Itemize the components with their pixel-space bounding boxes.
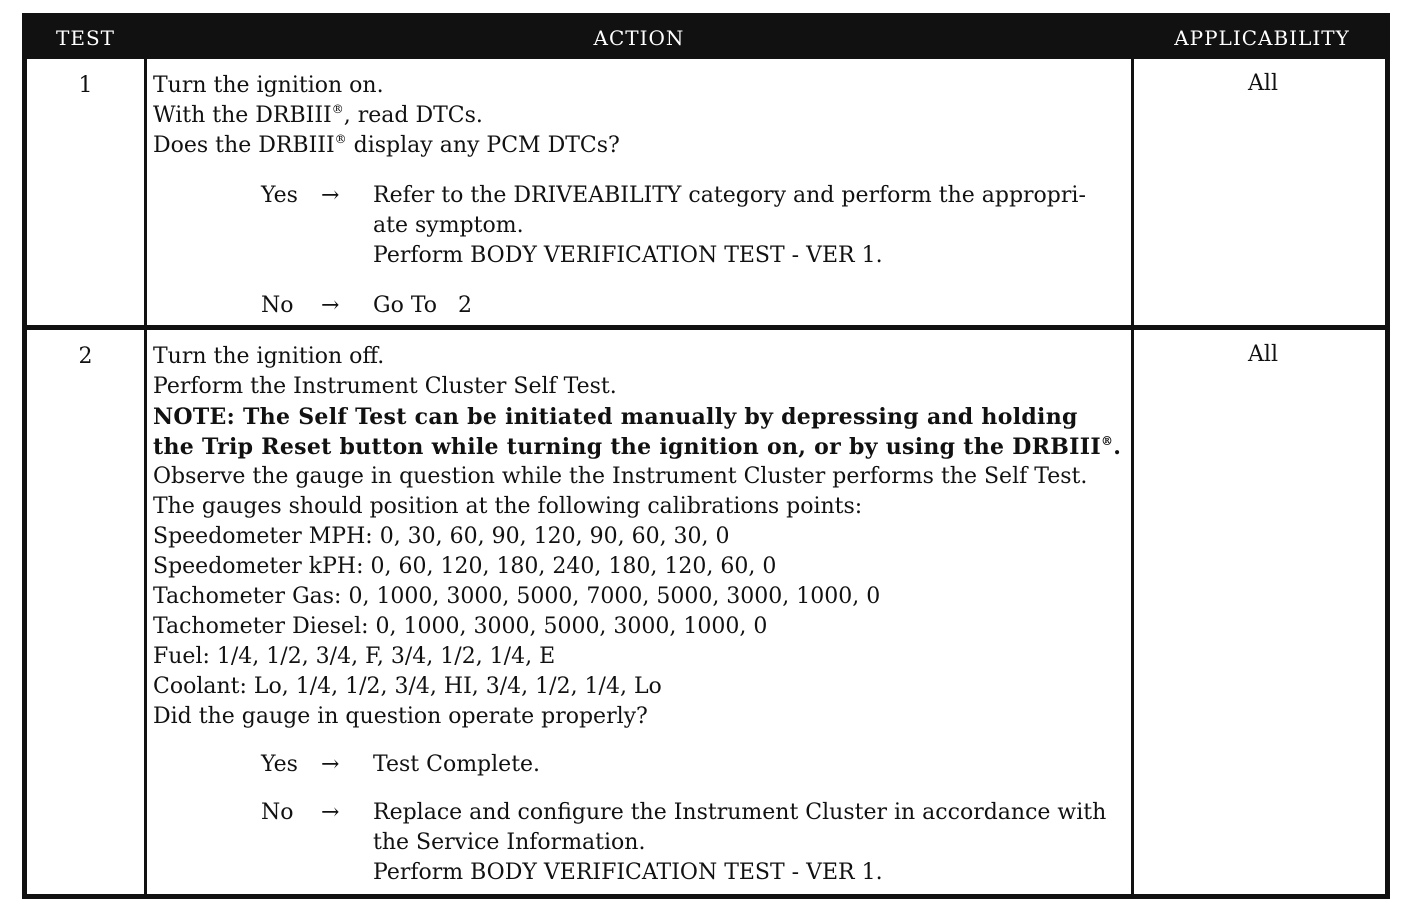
answer-no <box>261 798 1129 888</box>
answer-text: Perform BODY VERIFICATION TEST - VER 1. <box>373 860 883 885</box>
applicability-value: All <box>1248 342 1278 367</box>
calibration-line: Speedometer MPH: 0, 30, 60, 90, 120, 90, 60, 30, 0 <box>153 524 730 549</box>
arrow-icon: → <box>321 183 340 208</box>
answer-label: Yes <box>261 183 298 208</box>
calibration-line: Fuel: 1/4, 1/2, 3/4, F, 3/4, 1/2, 1/4, E <box>153 644 556 669</box>
arrow-icon: → <box>321 293 340 318</box>
table-row <box>27 59 1385 330</box>
header-test: TEST <box>56 26 115 50</box>
calibration-line: Tachometer Diesel: 0, 1000, 3000, 5000, 3000, 1000, 0 <box>153 614 768 639</box>
header-action: ACTION <box>593 26 685 50</box>
test-number: 1 <box>78 73 93 98</box>
step-text: Turn the ignition on. <box>153 73 384 98</box>
calibration-line: Speedometer kPH: 0, 60, 120, 180, 240, 180, 120, 60, 0 <box>153 554 777 579</box>
answer-text: ate symptom. <box>373 213 524 238</box>
answer-text: Perform BODY VERIFICATION TEST - VER 1. <box>373 243 883 268</box>
answer-no <box>261 291 1129 321</box>
test-number: 2 <box>78 344 93 369</box>
header-applicability: APPLICABILITY <box>1174 26 1350 50</box>
step-text: With the DRBIII®, read DTCs. <box>153 102 483 128</box>
step-text: Does the DRBIII® display any PCM DTCs? <box>153 132 620 158</box>
answer-text: Test Complete. <box>373 752 541 777</box>
answer-yes <box>261 750 1129 780</box>
action-cell <box>153 342 1129 888</box>
table-header <box>27 18 1385 59</box>
table-row <box>27 330 1385 899</box>
answer-label: No <box>261 293 294 318</box>
arrow-icon: → <box>321 800 340 825</box>
note-text: NOTE: The Self Test can be initiated manually by depressing and holding <box>153 404 1078 430</box>
note-text: the Trip Reset button while turning the ignition on, or by using the DRBIII®. <box>153 434 1122 460</box>
diagnostic-table <box>22 13 1390 899</box>
calibration-line: Tachometer Gas: 0, 1000, 3000, 5000, 7000, 5000, 3000, 1000, 0 <box>153 584 881 609</box>
step-text: Perform the Instrument Cluster Self Test. <box>153 374 617 399</box>
answer-text: Refer to the DRIVEABILITY category and perform the appropri- <box>373 183 1086 208</box>
action-cell <box>153 71 1129 321</box>
arrow-icon: → <box>321 752 340 777</box>
answer-text: the Service Information. <box>373 830 646 855</box>
answer-label: Yes <box>261 752 298 777</box>
step-text: Turn the ignition off. <box>153 344 385 369</box>
applicability-value: All <box>1248 71 1278 96</box>
answer-label: No <box>261 800 294 825</box>
answer-yes <box>261 181 1129 271</box>
answer-text: Replace and configure the Instrument Cluster in accordance with <box>373 800 1107 825</box>
step-text: The gauges should position at the following calibrations points: <box>153 494 863 519</box>
step-text: Did the gauge in question operate properly? <box>153 704 648 729</box>
answer-text: Go To 2 <box>373 293 472 318</box>
calibration-line: Coolant: Lo, 1/4, 1/2, 3/4, HI, 3/4, 1/2, 1/4, Lo <box>153 674 662 699</box>
step-text: Observe the gauge in question while the Instrument Cluster performs the Self Test. <box>153 464 1088 489</box>
